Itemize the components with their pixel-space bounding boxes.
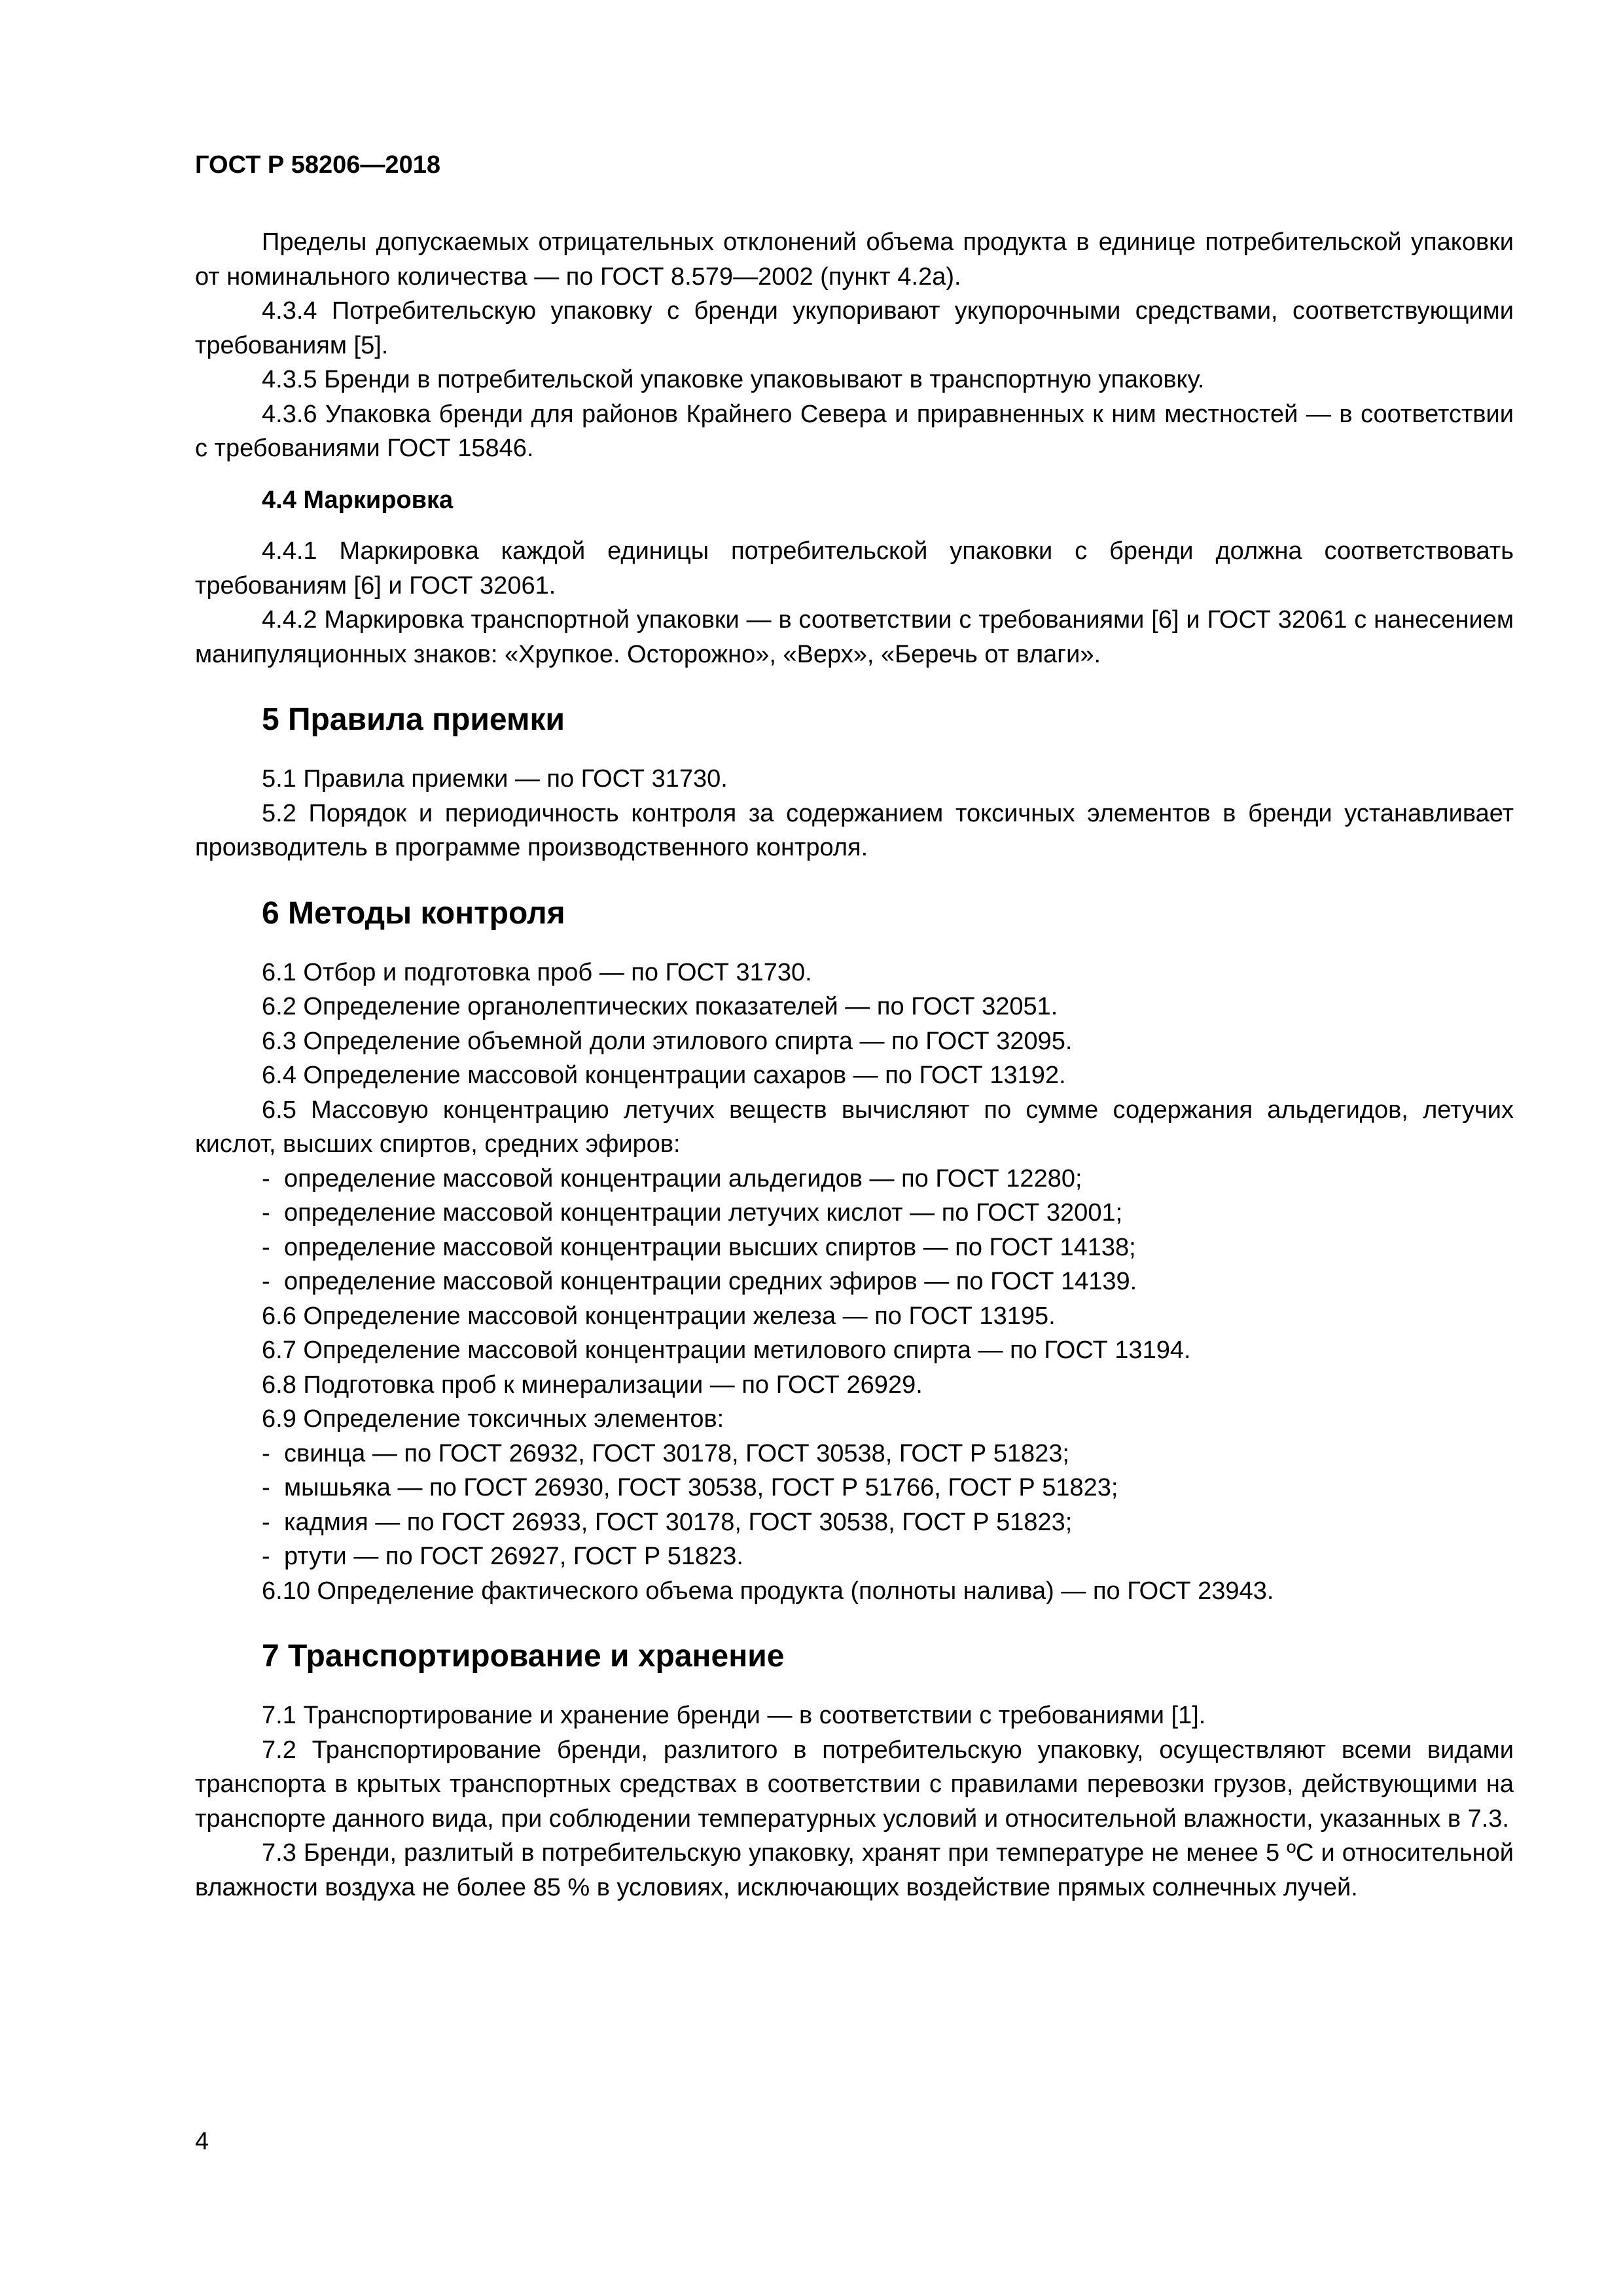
paragraph-4-3-6: 4.3.6 Упаковка бренди для районов Крайнего Севера и приравненных к ним местностей — в соответствии с требованиями ГОСТ 15846. — [195, 400, 1514, 462]
page-number: 4 — [195, 2128, 209, 2155]
paragraph-5-2: 5.2 Порядок и периодичность контроля за содержанием токсичных элементов в бренди устанавливает производитель в программе производственного контроля. — [195, 799, 1514, 861]
paragraph-6-9: 6.9 Определение токсичных элементов: — [262, 1405, 724, 1433]
list-item — [195, 1265, 1514, 1299]
paragraph-4-3-limits: Пределы допускаемых отрицательных отклонений объема продукта в единице потребительской упаковки от номинального количества — по ГОСТ 8.579—2002 (пункт 4.2а). — [195, 228, 1514, 291]
list-item — [195, 1196, 1514, 1230]
list-item — [195, 1471, 1514, 1505]
list-item — [195, 1162, 1514, 1196]
list-item-text: свинца — по ГОСТ 26932, ГОСТ 30178, ГОСТ 30538, ГОСТ Р 51823; — [284, 1439, 1069, 1467]
paragraph-7-1: 7.1 Транспортирование и хранение бренди — в соответствии с требованиями [1]. — [262, 1702, 1206, 1729]
list-dash: - — [262, 1199, 270, 1227]
paragraph-6-3: 6.3 Определение объемной доли этилового спирта — по ГОСТ 32095. — [262, 1027, 1073, 1055]
paragraph-6-6: 6.6 Определение массовой концентрации железа — по ГОСТ 13195. — [262, 1302, 1056, 1330]
list-item — [195, 1539, 1514, 1574]
list-item-text: определение массовой концентрации высших спиртов — по ГОСТ 14138; — [284, 1233, 1136, 1261]
paragraph-6-8: 6.8 Подготовка проб к минерализации — по ГОСТ 26929. — [262, 1371, 923, 1399]
paragraph-6-10: 6.10 Определение фактического объема продукта (полноты налива) — по ГОСТ 23943. — [262, 1577, 1274, 1605]
paragraph-4-3-4: 4.3.4 Потребительскую упаковку с бренди укупоривают укупорочными средствами, соответствующими требованиям [5]. — [195, 297, 1514, 359]
list-item-text: мышьяка — по ГОСТ 26930, ГОСТ 30538, ГОСТ Р 51766, ГОСТ Р 51823; — [284, 1474, 1118, 1501]
paragraph-5-1: 5.1 Правила приемки — по ГОСТ 31730. — [262, 765, 728, 793]
list-item-text: ртути — по ГОСТ 26927, ГОСТ Р 51823. — [284, 1543, 743, 1570]
list-item-text: определение массовой концентрации средних эфиров — по ГОСТ 14139. — [284, 1268, 1137, 1295]
list-item — [195, 1437, 1514, 1471]
document-body — [195, 225, 1514, 1905]
section-heading-6: 6 Методы контроля — [262, 895, 565, 931]
list-item-text: определение массовой концентрации летучих кислот — по ГОСТ 32001; — [284, 1199, 1123, 1227]
paragraph-6-4: 6.4 Определение массовой концентрации сахаров — по ГОСТ 13192. — [262, 1062, 1066, 1089]
paragraph-7-3: 7.3 Бренди, разлитый в потребительскую упаковку, хранят при температуре не менее 5 ºС и относительной влажности воздуха не более 85 % в условиях, исключающих воздействие прямых солнечных лучей. — [195, 1839, 1514, 1901]
paragraph-6-2: 6.2 Определение органолептических показателей — по ГОСТ 32051. — [262, 993, 1058, 1020]
list-dash: - — [262, 1508, 270, 1536]
document-header: ГОСТ Р 58206—2018 — [195, 151, 440, 179]
paragraph-6-5: 6.5 Массовую концентрацию летучих веществ вычисляют по сумме содержания альдегидов, летучих кислот, высших спиртов, средних эфиров: — [195, 1096, 1514, 1158]
paragraph-6-7: 6.7 Определение массовой концентрации метилового спирта — по ГОСТ 13194. — [262, 1336, 1191, 1364]
list-6-5 — [195, 1162, 1514, 1299]
list-6-9 — [195, 1437, 1514, 1574]
list-dash: - — [262, 1268, 270, 1295]
list-dash: - — [262, 1543, 270, 1570]
list-item-text: определение массовой концентрации альдегидов — по ГОСТ 12280; — [284, 1164, 1082, 1193]
list-item-text: кадмия — по ГОСТ 26933, ГОСТ 30178, ГОСТ 30538, ГОСТ Р 51823; — [284, 1508, 1073, 1536]
paragraph-4-3-5: 4.3.5 Бренди в потребительской упаковке упаковывают в транспортную упаковку. — [262, 366, 1205, 393]
list-dash: - — [262, 1164, 270, 1193]
list-dash: - — [262, 1233, 270, 1261]
list-dash: - — [262, 1474, 270, 1501]
subsection-heading-4-4: 4.4 Маркировка — [262, 486, 454, 514]
section-heading-7: 7 Транспортирование и хранение — [262, 1639, 785, 1674]
paragraph-7-2: 7.2 Транспортирование бренди, разлитого в потребительскую упаковку, осуществляют всеми видами транспорта в крытых транспортных средствах в соответствии с правилами перевозки грузов, действующими на транспорте данного вида, при соблюдении температурных условий и относительной влажности, указанных в 7.3. — [195, 1736, 1514, 1833]
list-item — [195, 1505, 1514, 1540]
paragraph-4-4-2: 4.4.2 Маркировка транспортной упаковки — в соответствии с требованиями [6] и ГОСТ 32061 с нанесением манипуляционных знаков: «Хрупкое. Осторожно», «Верх», «Беречь от влаги». — [195, 606, 1514, 668]
list-dash: - — [262, 1439, 270, 1467]
list-item — [195, 1230, 1514, 1265]
paragraph-6-1: 6.1 Отбор и подготовка проб — по ГОСТ 31730. — [262, 958, 812, 986]
section-heading-5: 5 Правила приемки — [262, 702, 565, 737]
paragraph-4-4-1: 4.4.1 Маркировка каждой единицы потребительской упаковки с бренди должна соответствовать требованиям [6] и ГОСТ 32061. — [195, 537, 1514, 600]
